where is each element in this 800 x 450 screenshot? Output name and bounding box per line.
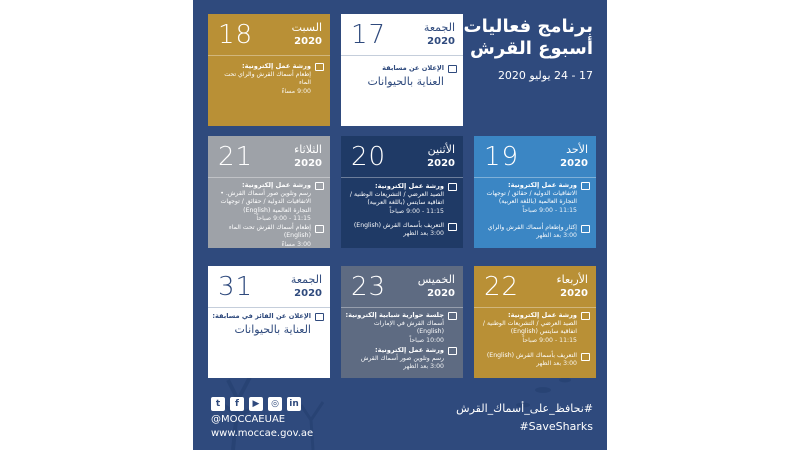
- day-number: 22: [484, 272, 520, 302]
- twitter-icon[interactable]: t: [211, 397, 225, 411]
- event: [212, 62, 324, 96]
- year: 2020: [294, 36, 322, 47]
- day-name: السبت: [291, 21, 322, 34]
- event-time: 3:00 مساءً: [281, 240, 311, 248]
- day-name: الأثنين: [427, 143, 455, 156]
- social-handle[interactable]: @MOCCAEUAE: [211, 414, 286, 425]
- event-time: 3:00 بعد الظهر: [536, 232, 577, 240]
- youtube-icon[interactable]: ▶: [249, 397, 263, 411]
- card-wednesday-22: [474, 266, 596, 378]
- event: [478, 181, 590, 215]
- social-icons: [211, 397, 301, 411]
- event-poster: [193, 0, 607, 450]
- announcement-icon: [315, 313, 324, 321]
- hashtag-arabic: #نحافظ_على_أسماك_القرش: [456, 402, 593, 415]
- year: 2020: [427, 158, 455, 169]
- year: 2020: [560, 158, 588, 169]
- card-friday-31: [208, 266, 330, 378]
- event: [478, 311, 590, 345]
- event-time: 3:00 بعد الظهر: [403, 363, 444, 371]
- divider: [341, 307, 463, 308]
- event-description: الصيد العرضي / التشريعات الوطنية / اتفاقية سايتس (باللغة العربية): [349, 190, 444, 207]
- day-number: 20: [351, 142, 387, 172]
- event: [478, 224, 590, 241]
- day-name: الخميس: [417, 273, 455, 286]
- discussion-icon: [448, 312, 457, 320]
- event-dates: 17 - 24 يوليو 2020: [497, 69, 593, 83]
- event-description: العناية بالحيوانات: [234, 322, 311, 336]
- event-description: رسم وتلوين صور أسماك القرش: [360, 354, 444, 362]
- event-title: جلسة حوارية شبابية إلكترونية:: [345, 311, 444, 319]
- workshop-icon: [315, 182, 324, 190]
- event-title: ورشة عمل إلكترونية:: [374, 182, 444, 190]
- card-saturday-18: [208, 14, 330, 126]
- linkedin-icon[interactable]: in: [287, 397, 301, 411]
- event-description: رسم وتلوين صور أسماك القرش. • الاتفاقيات الدولية / حقائق / توجهات التجارة العالمية (English): [220, 189, 311, 214]
- event: [345, 346, 457, 372]
- event-description: الاتفاقيات الدولية / حقائق / توجهات التجارة العالمية (باللغة العربية): [486, 189, 577, 206]
- year: 2020: [294, 288, 322, 299]
- day-number: 23: [351, 272, 387, 302]
- event-title: ورشة عمل إلكترونية:: [374, 346, 444, 354]
- event-time: 3:00 بعد الظهر: [403, 230, 444, 238]
- workshop-icon: [448, 347, 457, 355]
- year: 2020: [427, 36, 455, 47]
- card-sunday-19: [474, 136, 596, 248]
- title-line1: برنامج فعاليات: [463, 16, 593, 37]
- title-line2: أسبوع القرش: [470, 37, 593, 59]
- event-time: 10:00 صباحاً: [409, 336, 444, 344]
- day-name: الجمعة: [290, 273, 322, 286]
- day-number: 19: [484, 142, 520, 172]
- workshop-icon: [581, 312, 590, 320]
- day-name: الأحد: [566, 143, 588, 156]
- divider: [208, 55, 330, 56]
- day-number: 17: [351, 20, 387, 50]
- day-number: 21: [218, 142, 254, 172]
- poster-title: [425, 16, 593, 82]
- event-description: أسماك القرش في الإمارات (English): [373, 319, 444, 336]
- day-name: الجمعة: [423, 21, 455, 34]
- website-link[interactable]: www.moccae.gov.ae: [211, 428, 314, 439]
- divider: [208, 307, 330, 308]
- year: 2020: [294, 158, 322, 169]
- event-description: الصيد العرضي / التشريعات الوطنية / اتفاقية سايتس (English): [482, 319, 577, 336]
- workshop-icon: [315, 225, 324, 233]
- card-tuesday-21: [208, 136, 330, 248]
- workshop-icon: [448, 183, 457, 191]
- workshop-icon: [581, 353, 590, 361]
- divider: [474, 177, 596, 178]
- card-monday-20: [341, 136, 463, 248]
- event-title: ورشة عمل إلكترونية:: [507, 181, 577, 189]
- instagram-icon[interactable]: ◎: [268, 397, 282, 411]
- event-title: الإعلان عن مسابقة: [382, 64, 444, 72]
- event-title: ورشة عمل إلكترونية:: [507, 311, 577, 319]
- year: 2020: [560, 288, 588, 299]
- workshop-icon: [581, 225, 590, 233]
- workshop-icon: [448, 223, 457, 231]
- event-time: 11:15 - 9:00 صباحاً: [256, 214, 311, 222]
- event-description: العناية بالحيوانات: [367, 74, 444, 88]
- day-number: 18: [218, 20, 254, 50]
- event: [345, 182, 457, 216]
- event-title: ورشة عمل إلكترونية:: [241, 62, 311, 70]
- event: [212, 312, 324, 338]
- workshop-icon: [581, 182, 590, 190]
- event-description: إطعام أسماك القرش والراي تحت الماء: [224, 70, 311, 87]
- divider: [341, 177, 463, 178]
- event: [212, 224, 324, 249]
- day-name: الثلاثاء: [294, 143, 322, 156]
- card-thursday-23: [341, 266, 463, 378]
- event: [345, 222, 457, 239]
- divider: [208, 177, 330, 178]
- event-description: التعريف بأسماك القرش (English): [353, 222, 444, 229]
- event-title: ورشة عمل إلكترونية:: [241, 181, 311, 189]
- day-number: 31: [218, 272, 254, 302]
- event: [212, 181, 324, 223]
- event-time: 3:00 بعد الظهر: [536, 360, 577, 368]
- event: [478, 352, 590, 369]
- event: [345, 311, 457, 345]
- event-time: 11:15 - 9:00 صباحاً: [522, 206, 577, 214]
- event-description: إطعام أسماك القرش تحت الماء (English): [228, 224, 311, 240]
- event-time: 11:15 - 9:00 صباحاً: [389, 207, 444, 215]
- divider: [474, 307, 596, 308]
- event-time: 9:00 مساءً: [281, 87, 311, 95]
- workshop-icon: [315, 63, 324, 71]
- event-title: الإعلان عن الفائز في مسابقة:: [212, 312, 311, 320]
- event-time: 11:15 - 9:00 صباحاً: [522, 336, 577, 344]
- event-description: التعريف بأسماك القرش (English): [486, 352, 577, 359]
- facebook-icon[interactable]: f: [230, 397, 244, 411]
- hashtag-english: #SaveSharks: [519, 420, 593, 433]
- day-name: الأربعاء: [556, 273, 588, 286]
- year: 2020: [427, 288, 455, 299]
- event-description: إكثار وإطعام أسماك القرش والراي: [487, 224, 577, 231]
